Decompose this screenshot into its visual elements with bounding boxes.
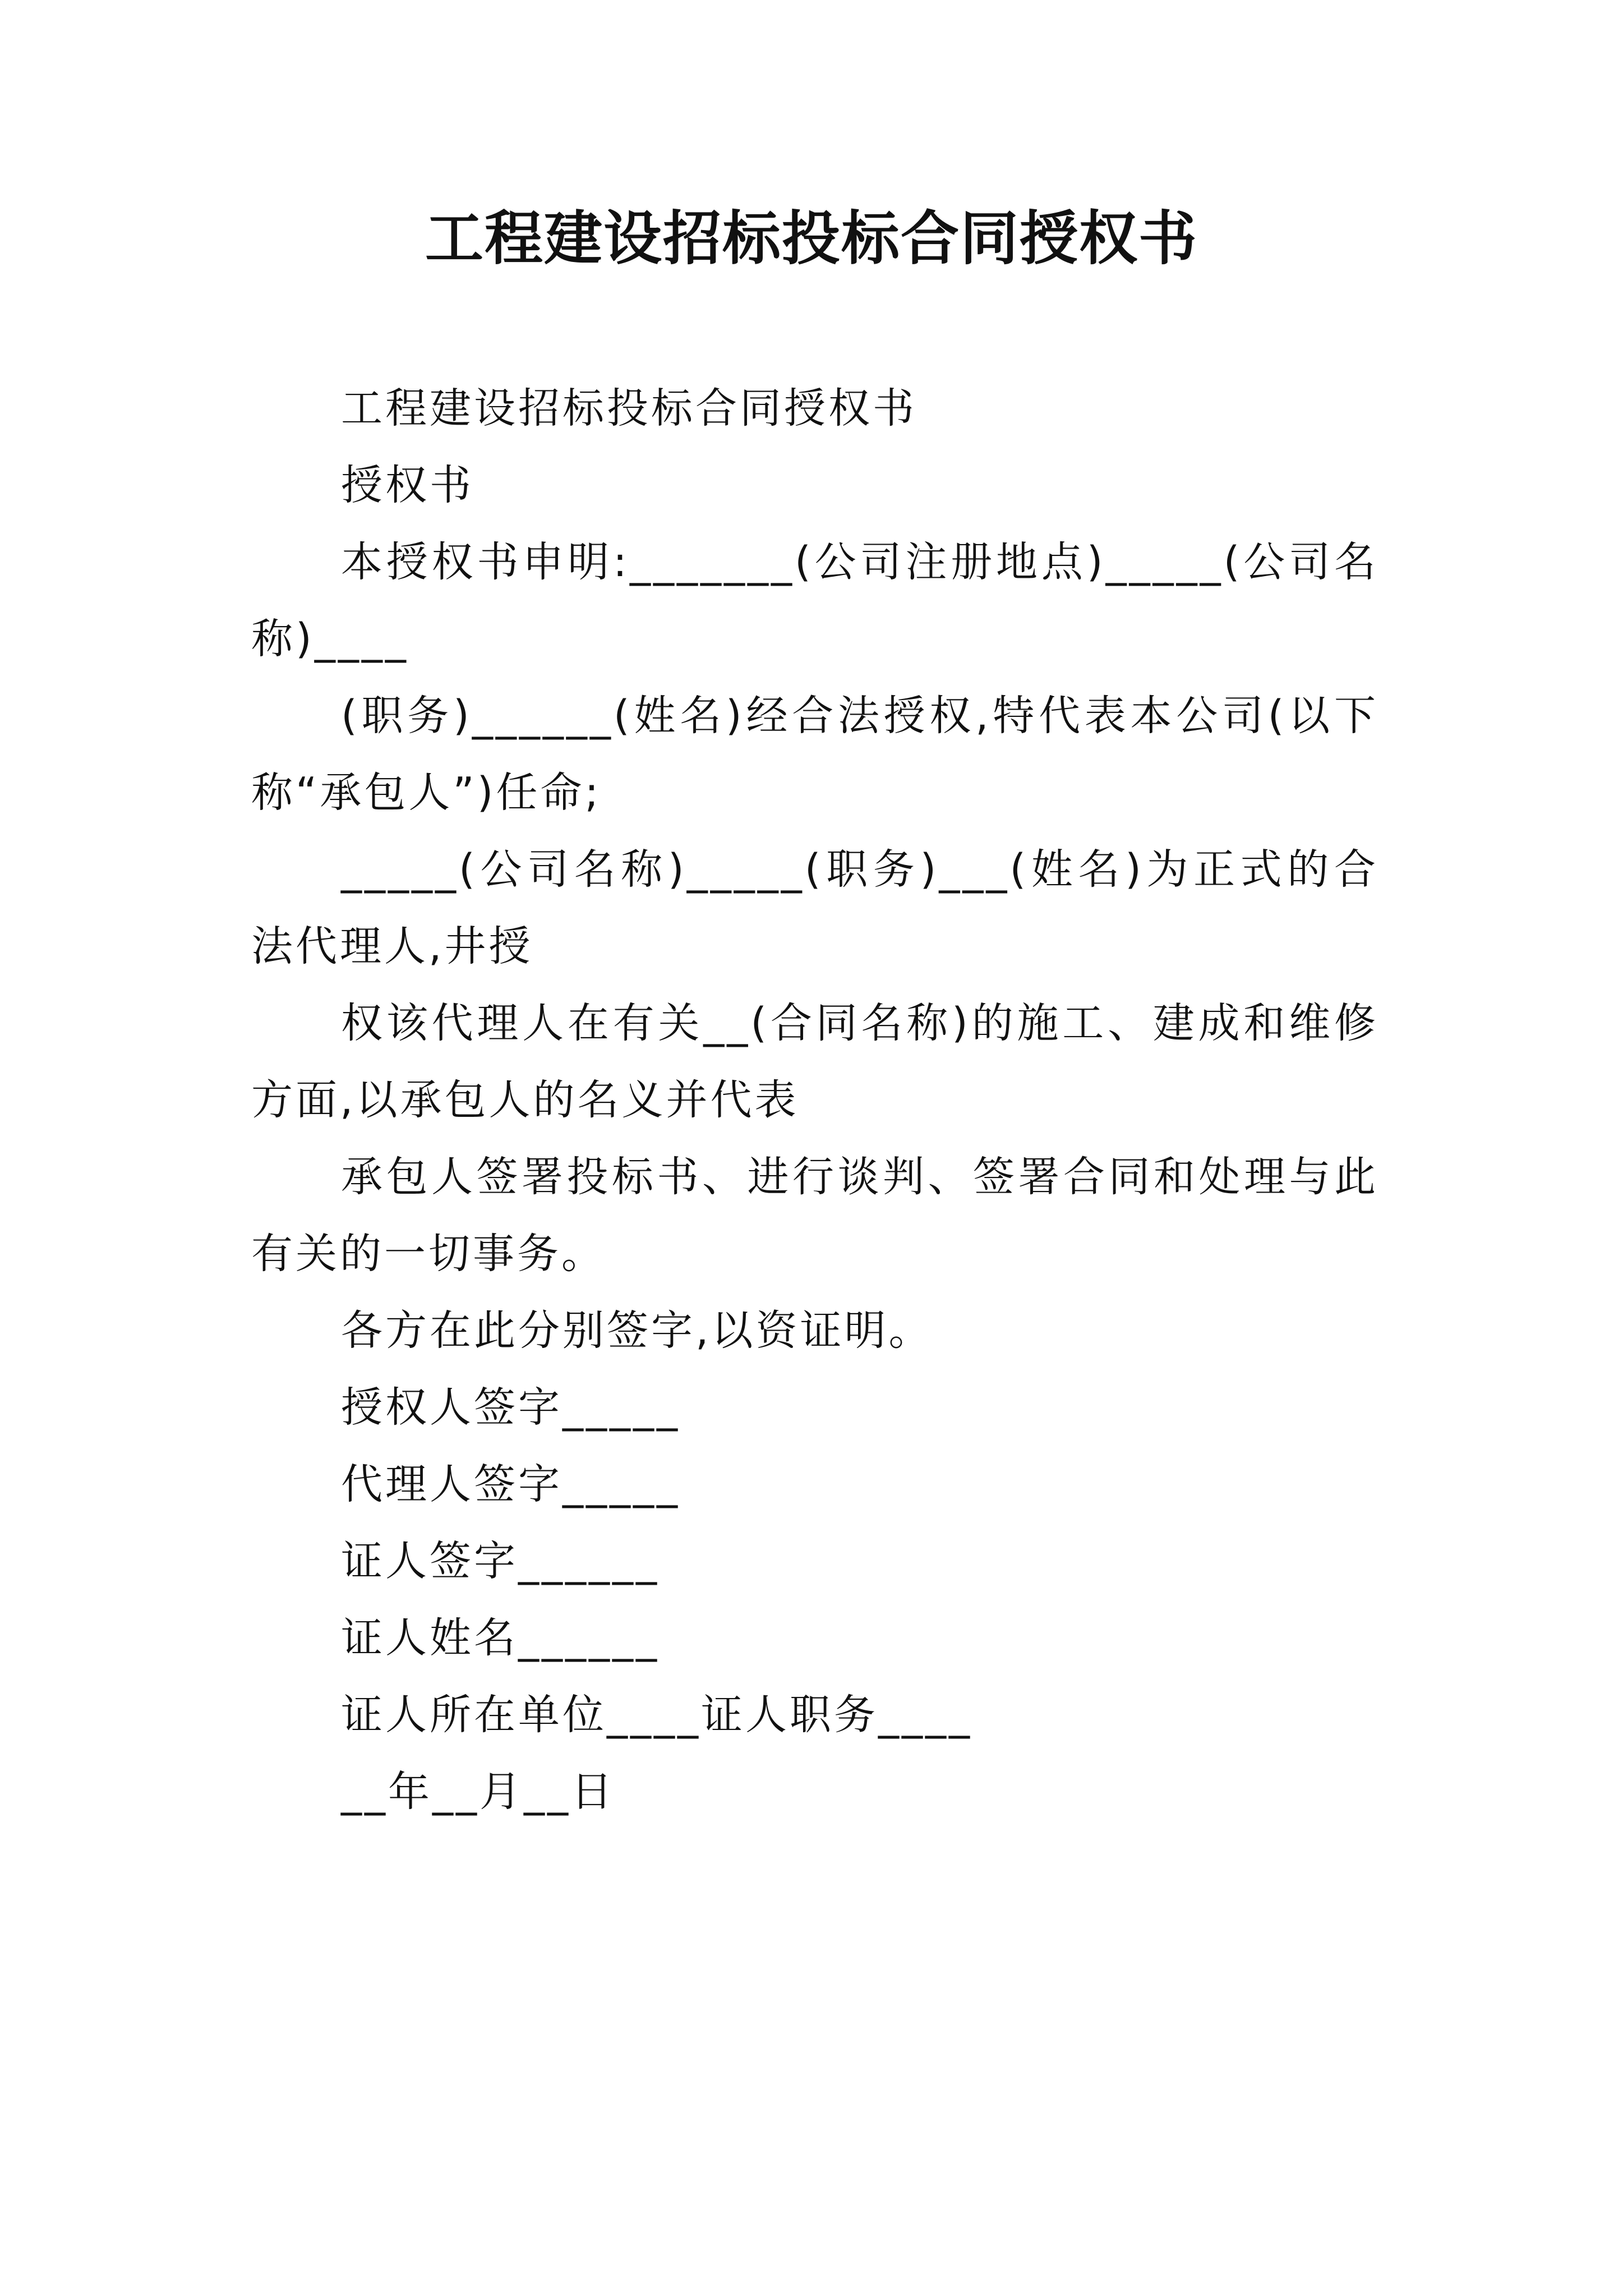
paragraph-witness-statement: 各方在此分别签字,以资证明。 <box>341 1306 933 1355</box>
document-title: 工程建设招标投标合同授权书 <box>425 204 1198 273</box>
paragraph-appointment: (职务)______(姓名)经合法授权,特代表本公司(以下称“承包人”)任命; <box>251 692 1378 817</box>
paragraph-heading: 工程建设招标投标合同授权书 <box>341 384 917 432</box>
paragraph-declaration: 本授权书申明:_______(公司注册地点)_____(公司名称)____ <box>251 538 1378 663</box>
paragraph-authority: 权该代理人在有关__(合同名称)的施工、建成和维修方面,以承包人的名义并代表 <box>251 999 1378 1124</box>
signature-line-grantor: 授权人签字_____ <box>341 1383 680 1432</box>
document-body <box>251 370 1378 1830</box>
paragraph-subheading: 授权书 <box>341 461 474 509</box>
paragraph-scope: 承包人签署投标书、进行谈判、签署合同和处理与此有关的一切事务。 <box>251 1153 1378 1278</box>
date-line: __年__月__日 <box>341 1768 615 1816</box>
paragraph-agent: _____(公司名称)_____(职务)___(姓名)为正式的合法代理人,井授 <box>251 845 1378 970</box>
witness-name-line: 证人姓名______ <box>341 1614 660 1662</box>
witness-unit-title-line: 证人所在单位____证人职务____ <box>341 1691 972 1739</box>
signature-line-agent: 代理人签字_____ <box>341 1460 680 1508</box>
signature-line-witness: 证人签字______ <box>341 1537 660 1585</box>
